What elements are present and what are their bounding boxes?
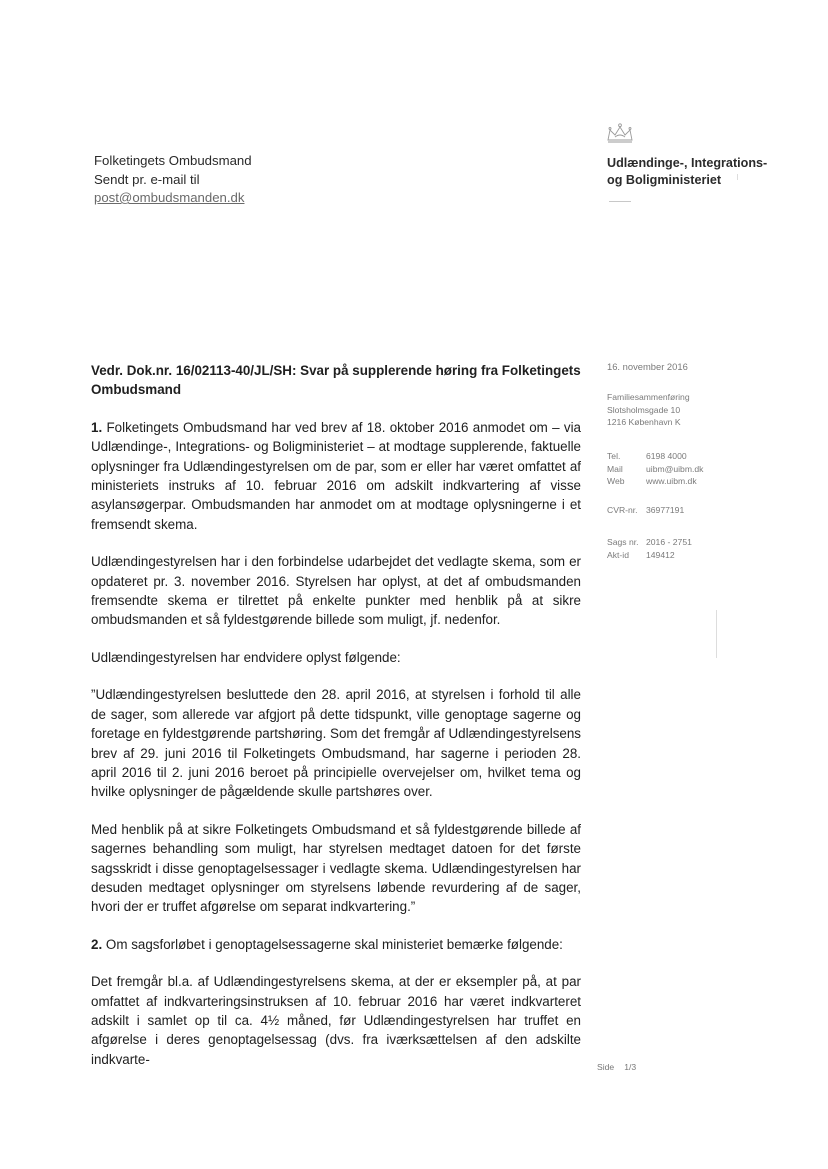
case-row-number — [607, 536, 692, 549]
quote-paragraph-1: ”Udlændingestyrelsen besluttede den 28. april 2016, at styrelsen i forhold til alle de sager, som allerede var afgjort på dette tidspunkt, ville genoptage sagerne og foretage en fyldestgørende partshøring. Som det fremgår af Udlændingestyrelsens brev af 29. juni 2016 til Folketingets Ombudsmand, har sagerne i perioden 28. april 2016 til 2. juni 2016 beroet på principielle overvejelser om, hvilket tema og hvilke oplysninger de pågældende skulle partshøres over. — [91, 687, 581, 800]
letter-date: 16. november 2016 — [607, 361, 688, 372]
page-number: 1/3 — [624, 1062, 637, 1072]
paragraph-5: Det fremgår bl.a. af Udlændingestyrelsens skema, at der er eksempler på, at par omfattet af indkvarteringsinstruksen af 10. februar 2016 har været indkvarteret adskilt i samlet op til ca. 4½ måned, før Udlændingestyrelsen har truffet en afgørelse i deres genoptagelsessag (dvs. fra iværksættelsen af den adskilte indkvarte- — [91, 974, 581, 1067]
contact-label: Web — [607, 476, 625, 487]
cvr-info — [607, 504, 684, 517]
page-footer — [597, 1062, 636, 1072]
case-value: 2016 - 2751 — [646, 537, 692, 547]
cvr-label: CVR-nr. — [607, 505, 638, 515]
paragraph-4 — [91, 935, 581, 954]
scan-mark — [716, 610, 717, 658]
contact-row-web — [607, 475, 703, 488]
recipient-email-link[interactable]: post@ombudsmanden.dk — [94, 190, 245, 205]
ministry-name-line1: Udlændinge-, Integrations- — [607, 156, 768, 170]
page-label: Side — [597, 1062, 615, 1072]
sender-ministry — [607, 155, 767, 189]
address-line: Slotsholmsgade 10 — [607, 404, 681, 415]
paragraph-text: Om sagsforløbet i genoptagelsessagerne skal ministeriet bemærke følgende: — [105, 936, 563, 952]
contact-web-link[interactable]: www.uibm.dk — [646, 476, 697, 487]
quote-paragraph-2: Med henblik på at sikre Folketingets Ombudsmand et så fyldestgørende billede af sagernes behandling som muligt, har styrelsen medtaget datoen for det første sagsskridt i disse genoptagelsessager i vedlagte skema. Udlændingestyrelsen har desuden medtaget oplysninger om styrelsens løbende revurdering af de sager, hvori der er truffet afgørelse om separat indkvartering.” — [91, 821, 581, 915]
royal-crown-icon — [604, 122, 636, 146]
address-line: 1216 København K — [607, 417, 681, 428]
recipient-name: Folketingets Ombudsmand — [94, 153, 252, 168]
paragraph-3: Udlændingestyrelsen har endvidere oplyst følgende: — [91, 649, 401, 665]
section-number: 2. — [91, 936, 103, 952]
ministry-name-line2: og Boligministeriet — [607, 173, 722, 187]
address-line: Familiesammenføring — [607, 392, 690, 402]
contact-email-link[interactable]: uibm@uibm.dk — [646, 463, 704, 474]
cvr-value: 36977191 — [646, 505, 685, 515]
section-number: 1. — [91, 419, 103, 435]
recipient-sent-note: Sendt pr. e-mail til — [94, 171, 200, 187]
contact-label: Tel. — [607, 451, 621, 461]
case-row-actid — [607, 549, 692, 562]
contact-info — [607, 450, 703, 488]
case-label: Akt-id — [607, 549, 629, 560]
contact-row-tel — [607, 450, 703, 463]
scan-mark — [737, 174, 738, 180]
divider — [609, 201, 631, 202]
case-label: Sags nr. — [607, 537, 639, 547]
letter-body — [91, 361, 581, 1069]
contact-value: 6198 4000 — [646, 451, 687, 461]
cvr-row — [607, 504, 684, 517]
contact-label: Mail — [607, 463, 623, 474]
case-value: 149412 — [646, 549, 675, 560]
contact-row-mail — [607, 463, 703, 476]
paragraph-text: Folketingets Ombudsmand har ved brev af 18. oktober 2016 anmodet om – via Udlændinge-, Integrations- og Boligministeriet – at modtage supplerende, faktuelle oplysninger fra Udlændingestyrelsen om de par, som er eller har været omfattet af ministeriets instruks af 10. februar 2016 om adskilt indkvartering af visse asylansøgerpar. Ombudsmanden har anmodet om at modtage oplysningerne i et fremsendt skema. — [91, 419, 581, 532]
paragraph-1 — [91, 418, 581, 534]
sender-address — [607, 391, 690, 429]
recipient-block — [94, 152, 252, 208]
letter-subject: Vedr. Dok.nr. 16/02113-40/JL/SH: Svar på supplerende høring fra Folketingets Ombudsmand — [91, 363, 581, 398]
case-info — [607, 536, 692, 561]
paragraph-2: Udlændingestyrelsen har i den forbindelse udarbejdet det vedlagte skema, som er opdateret pr. 3. november 2016. Styrelsen har oplyst, at det af ombudsmanden fremsendte skema er tilrettet på enkelte punkter med henblik på at sikre ombudsmanden et så fyldestgørende billede som muligt, jf. nedenfor. — [91, 554, 581, 628]
